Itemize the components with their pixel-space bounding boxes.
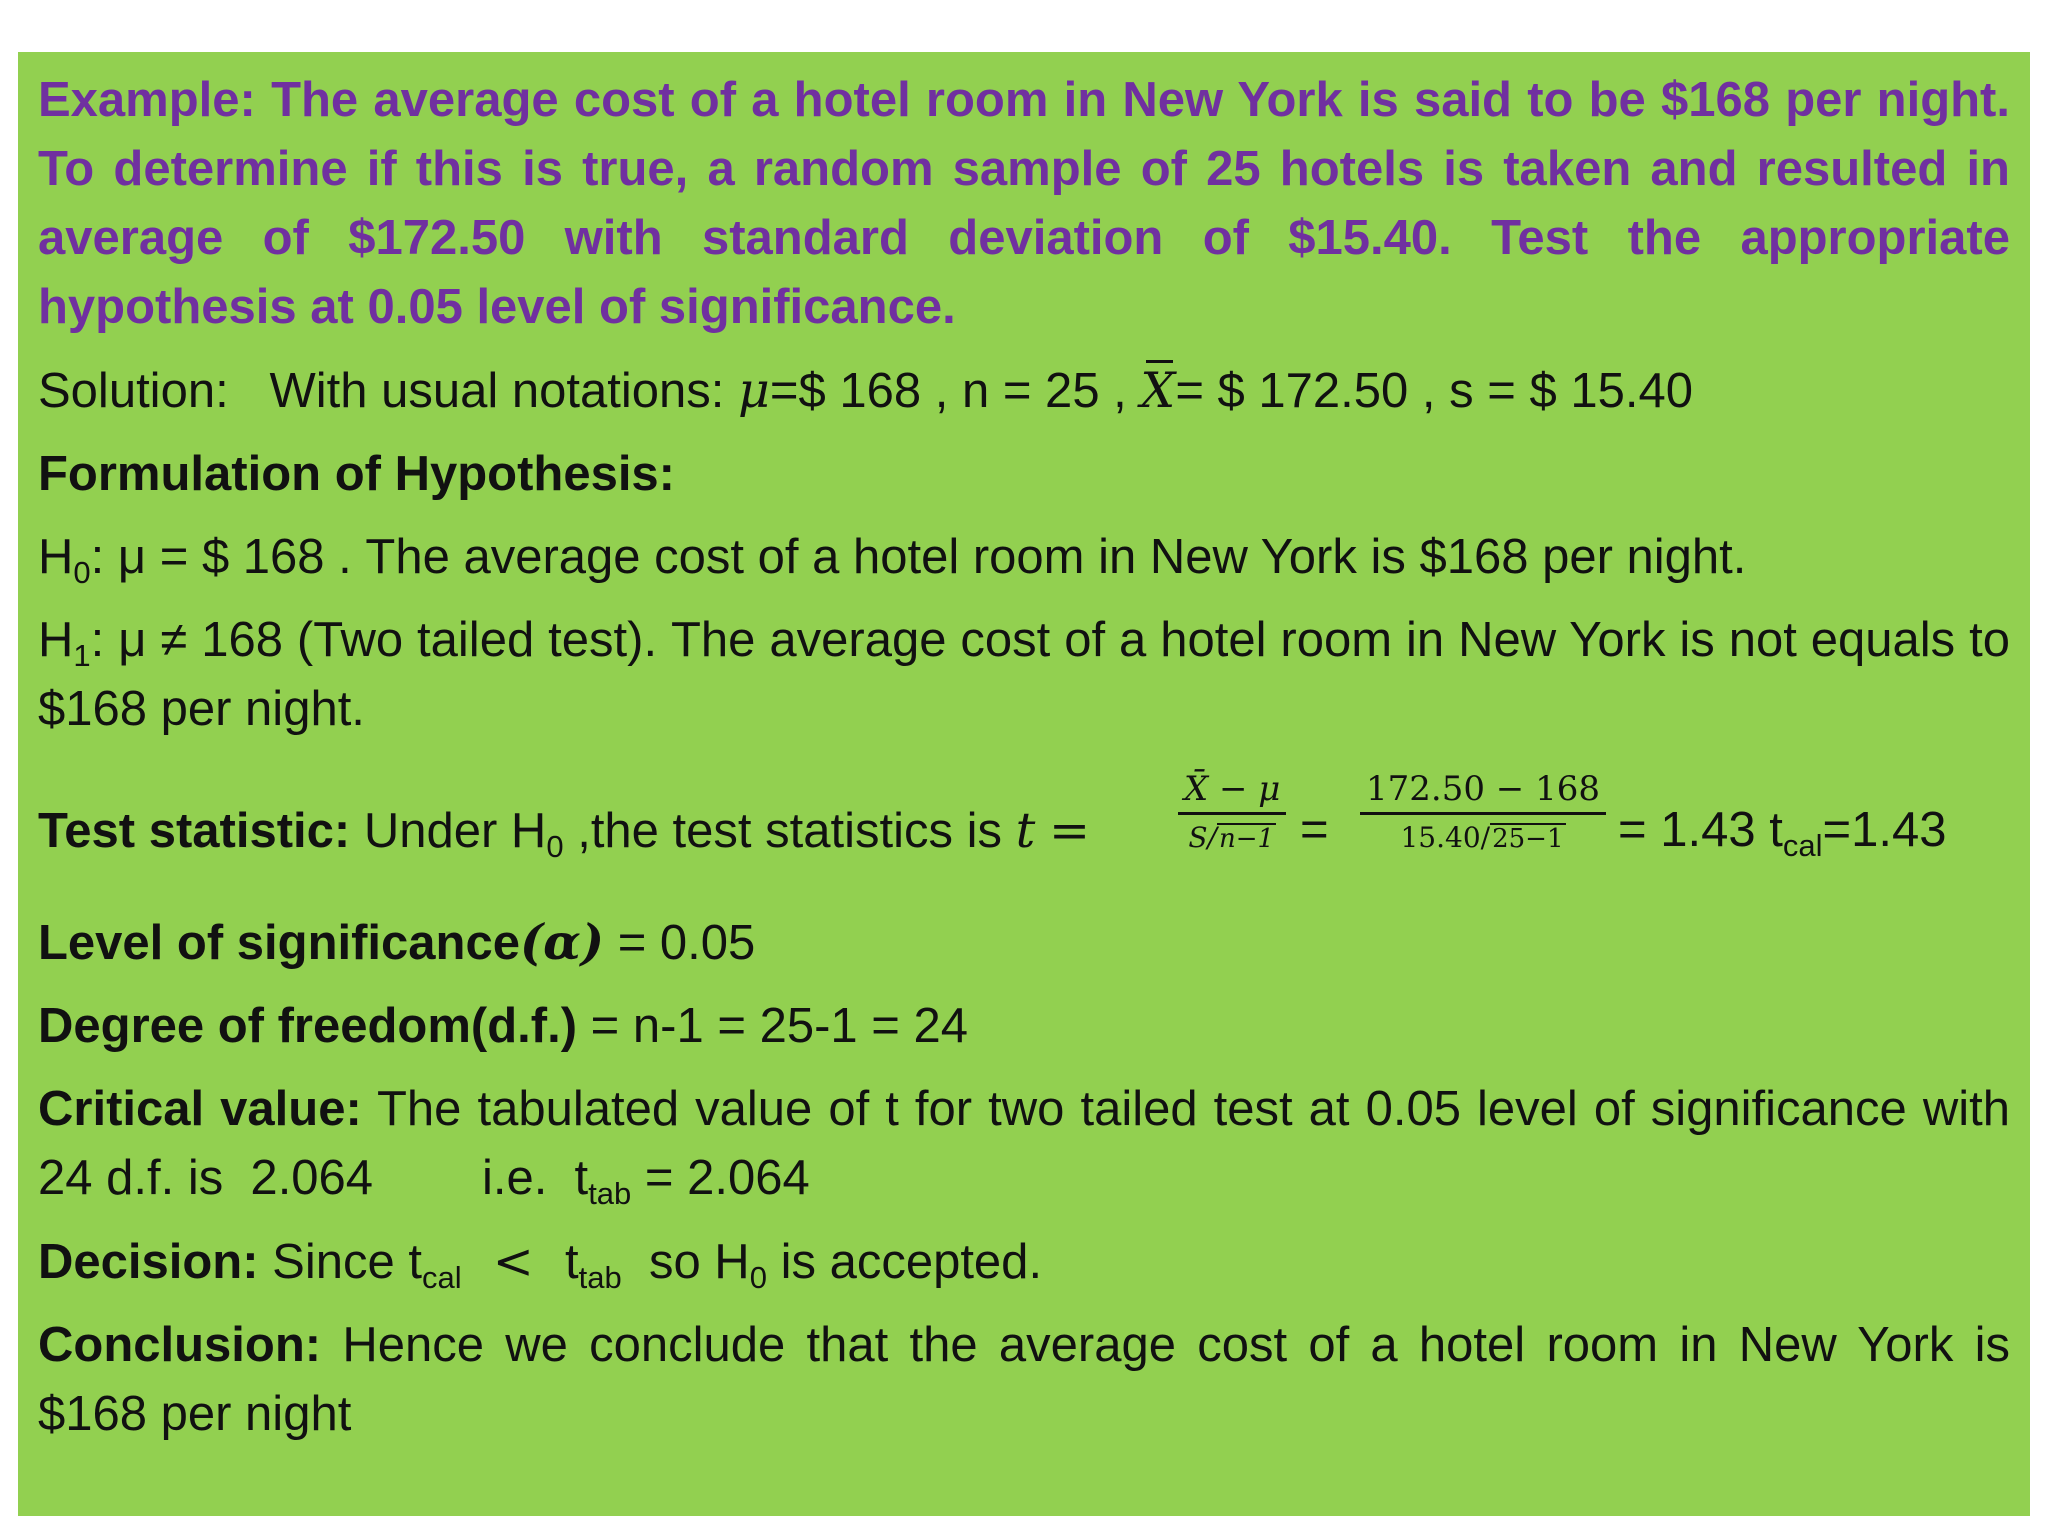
decision: Decision: Since $t_{cal} < t_{tab}$ so $H_0$ is accepted. [38, 1233, 1043, 1295]
substituted-fraction: $\frac{172.50 - 168}{15.40/25-1}$ [1360, 766, 1606, 861]
solution-line [38, 356, 2010, 426]
test-statistic-line: Test statistic: Under $H_0$ ,the test statistics is t = $\frac{X̄ - \mu}{S/n-1}$ = $\frac{172.50 - 168}{15.40/25-1}$ = 1.43 $t_{cal}=1.43$ [38, 766, 2010, 894]
formula-fraction: $\frac{X̄ - \mu}{S/n-1}$ [1178, 766, 1286, 861]
test-statistic-result: = 1.43 $t_{cal}=1.43$ [1618, 803, 1947, 863]
solution-label: Solution: [38, 364, 229, 418]
critical-value: Critical value: The tabulated value of t for two tailed test at 0.05 level of significance with 24 d.f. is 2.064 i.e. $t_{tab} = 2.064$ [38, 1082, 2024, 1211]
xbar-value: = $ 172.50 , s = $ 15.40 [1175, 364, 1693, 418]
level-of-significance: Level of significance(α) = 0.05 [38, 913, 756, 971]
degree-of-freedom: Degree of freedom(d.f.) = n-1 = 25-1 = 24 [38, 999, 968, 1053]
alternative-hypothesis: $H_1$: μ ≠ 168 (Two tailed test). The average cost of a hotel room in New York is not equals to $168 per night. [38, 613, 2010, 736]
conclusion: Conclusion: Hence we conclude that the average cost of a hotel room in New York is $168 per night [38, 1318, 2010, 1441]
mu-value: =$ 168 , n = 25 , [769, 364, 1127, 418]
xbar-symbol: X [1140, 356, 1175, 425]
slide-content [38, 66, 2024, 1449]
example-problem: Example: The average cost of a hotel room in New York is said to be $168 per night. To determine if this is true, a random sample of 25 hotels is taken and resulted in average of $172.50 with standard deviation of $15.40. Test the appropriate hypothesis at 0.05 level of significance. [38, 73, 2010, 334]
solution-intro: With usual notations: [269, 364, 725, 418]
equals-sign: = [1300, 803, 1329, 857]
test-statistic-label: Test statistic: [38, 804, 351, 858]
t-symbol: t [1015, 802, 1036, 859]
slide [18, 52, 2030, 1516]
mu-symbol: μ [738, 362, 770, 419]
null-hypothesis: $H_0$: μ = $ 168 . The average cost of a hotel room in New York is $168 per night. [38, 530, 1747, 590]
formulation-heading: Formulation of Hypothesis: [38, 447, 675, 501]
